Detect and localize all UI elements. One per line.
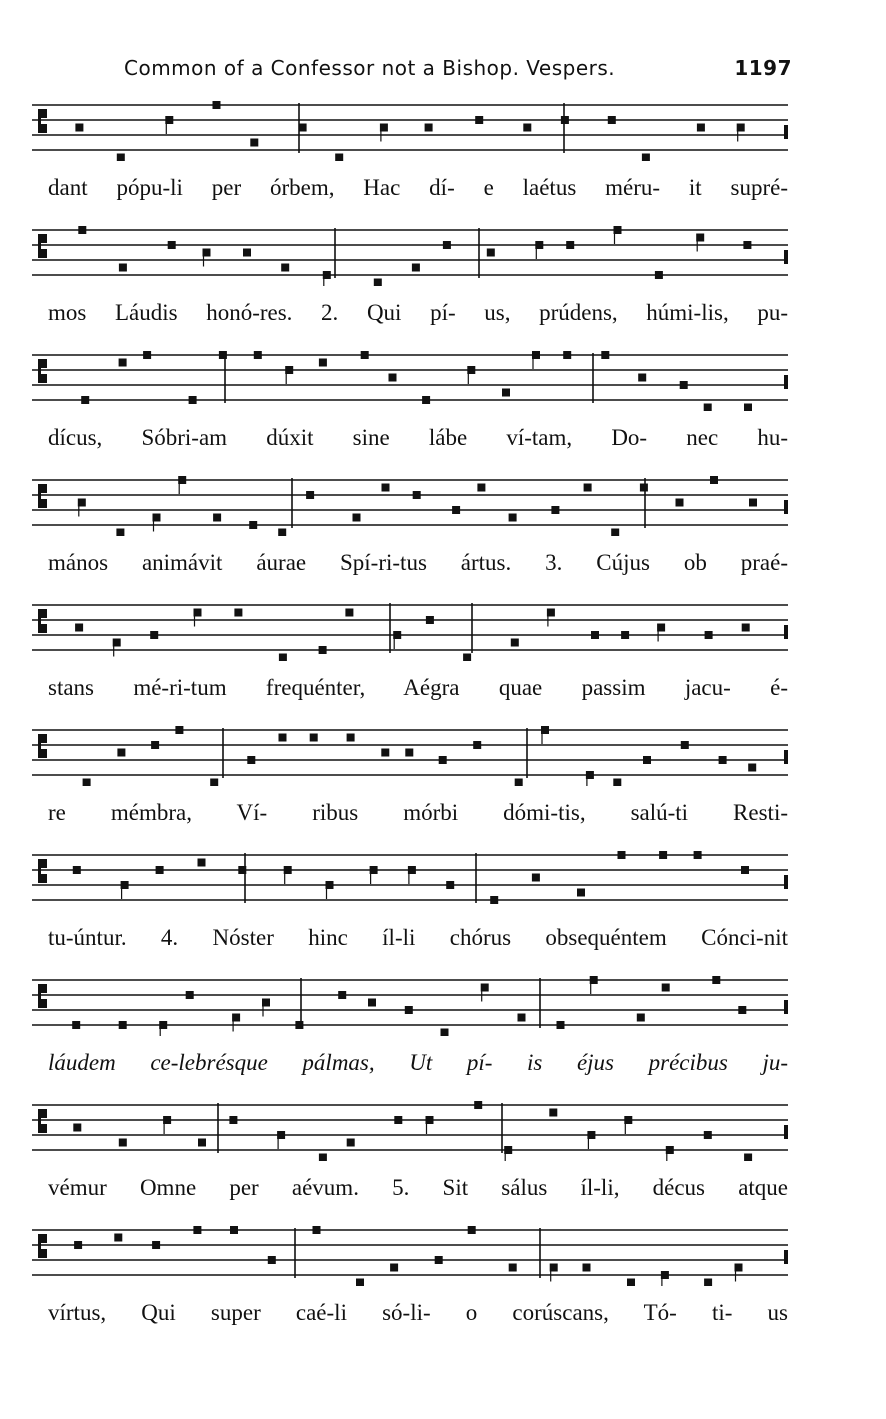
neume-note-icon [119, 1021, 127, 1029]
custos-icon [784, 375, 788, 389]
neume-note-icon [119, 264, 127, 272]
neume-note-icon [613, 779, 621, 787]
neume-note-icon [198, 859, 206, 867]
neume-note-icon [116, 529, 124, 537]
neume-note-icon [356, 1279, 364, 1287]
c-clef-icon [38, 1234, 47, 1258]
neume-note-icon [627, 1279, 635, 1287]
c-clef-icon [38, 984, 47, 1008]
neume-note-icon [347, 734, 355, 742]
neume-note-icon [81, 396, 89, 404]
neume-note-icon [481, 984, 489, 992]
neume-note-icon [547, 609, 555, 617]
neume-note-icon [117, 154, 125, 162]
staff [32, 95, 792, 161]
neume-note-icon [189, 396, 197, 404]
neume-note-icon [608, 116, 616, 124]
neume-note-icon [640, 484, 648, 492]
chant-system [32, 595, 792, 715]
neume-note-icon [394, 1116, 402, 1124]
neume-note-icon [254, 351, 262, 359]
neume-note-icon [441, 1029, 449, 1037]
custos-icon [784, 1250, 788, 1264]
neume-note-icon [119, 1139, 127, 1147]
neume-note-icon [425, 124, 433, 132]
neume-note-icon [473, 741, 481, 749]
neume-note-icon [198, 1139, 206, 1147]
neume-note-icon [749, 499, 757, 507]
lyric-line: vírtus, Qui super caé-li só-li- o corúscans, Tó- ti- us [48, 1300, 788, 1325]
lyric-line: láudem ce-lebrésque pálmas, Ut pí- is éjus précibus ju- [48, 1050, 788, 1075]
neume-note-icon [705, 631, 713, 639]
neume-note-icon [661, 1271, 669, 1279]
neume-note-icon [194, 609, 202, 617]
neume-note-icon [737, 124, 745, 132]
neume-note-icon [178, 476, 186, 484]
neume-note-icon [638, 374, 646, 382]
neume-note-icon [487, 249, 495, 257]
neume-note-icon [712, 976, 720, 984]
neume-note-icon [566, 241, 574, 249]
neume-note-icon [368, 999, 376, 1007]
neume-note-icon [523, 124, 531, 132]
neume-note-icon [285, 366, 293, 374]
neume-note-icon [704, 1279, 712, 1287]
custos-icon [784, 625, 788, 639]
chant-system [32, 345, 792, 465]
neume-note-icon [738, 1006, 746, 1014]
neume-note-icon [382, 484, 390, 492]
staff [32, 1220, 792, 1286]
neume-note-icon [710, 476, 718, 484]
neume-note-icon [502, 389, 510, 397]
neume-note-icon [393, 631, 401, 639]
neume-note-icon [611, 529, 619, 537]
running-title: Common of a Confessor not a Bishop. Vespers. [124, 56, 616, 80]
neume-note-icon [621, 631, 629, 639]
neume-note-icon [338, 991, 346, 999]
neume-note-icon [73, 866, 81, 874]
neume-note-icon [299, 124, 307, 132]
neume-note-icon [278, 529, 286, 537]
neume-note-icon [549, 1109, 557, 1117]
neume-note-icon [666, 1146, 674, 1154]
neume-note-icon [72, 1021, 80, 1029]
staff [32, 970, 792, 1036]
neume-note-icon [153, 514, 161, 522]
neume-note-icon [313, 1226, 321, 1234]
neume-note-icon [335, 154, 343, 162]
neume-note-icon [247, 756, 255, 764]
neume-note-icon [279, 654, 287, 662]
neume-note-icon [156, 866, 164, 874]
neume-note-icon [175, 726, 183, 734]
neume-note-icon [143, 351, 151, 359]
page-header [124, 56, 792, 86]
staff [32, 845, 792, 911]
neume-note-icon [277, 1131, 285, 1139]
neume-note-icon [113, 639, 121, 647]
neume-note-icon [744, 404, 752, 412]
neume-note-icon [151, 741, 159, 749]
chant-system [32, 470, 792, 590]
neume-note-icon [310, 734, 318, 742]
neume-note-icon [243, 249, 251, 257]
neume-note-icon [114, 1234, 122, 1242]
neume-note-icon [467, 366, 475, 374]
neume-note-icon [618, 851, 626, 859]
neume-note-icon [74, 1241, 82, 1249]
neume-note-icon [443, 241, 451, 249]
neume-note-icon [532, 874, 540, 882]
staff [32, 720, 792, 786]
neume-note-icon [412, 264, 420, 272]
neume-note-icon [326, 881, 334, 889]
neume-note-icon [168, 241, 176, 249]
neume-note-icon [268, 1256, 276, 1264]
neume-note-icon [306, 491, 314, 499]
neume-note-icon [408, 866, 416, 874]
neume-note-icon [742, 624, 750, 632]
neume-note-icon [515, 779, 523, 787]
neume-note-icon [601, 351, 609, 359]
neume-note-icon [165, 116, 173, 124]
neume-note-icon [186, 991, 194, 999]
neume-note-icon [468, 1226, 476, 1234]
neume-note-icon [446, 881, 454, 889]
neume-note-icon [550, 1264, 558, 1272]
neume-note-icon [587, 1131, 595, 1139]
neume-note-icon [75, 124, 83, 132]
neume-note-icon [439, 756, 447, 764]
neume-note-icon [637, 1014, 645, 1022]
chant-system [32, 845, 792, 965]
neume-note-icon [591, 631, 599, 639]
neume-note-icon [152, 1241, 160, 1249]
neume-note-icon [213, 101, 221, 109]
neume-note-icon [281, 264, 289, 272]
neume-note-icon [563, 351, 571, 359]
c-clef-icon [38, 234, 47, 258]
neume-note-icon [150, 631, 158, 639]
neume-note-icon [744, 1154, 752, 1162]
neume-note-icon [159, 1021, 167, 1029]
lyric-line: dant pópu-li per órbem, Hac dí- e laétus méru- it supré- [48, 175, 788, 200]
neume-note-icon [426, 616, 434, 624]
chant-system [32, 970, 792, 1090]
neume-note-icon [279, 734, 287, 742]
neume-note-icon [262, 999, 270, 1007]
neume-note-icon [643, 756, 651, 764]
neume-note-icon [697, 124, 705, 132]
c-clef-icon [38, 109, 47, 133]
neume-note-icon [250, 139, 258, 147]
neume-note-icon [435, 1256, 443, 1264]
neume-note-icon [557, 1021, 565, 1029]
neume-note-icon [696, 234, 704, 242]
neume-note-icon [509, 1264, 517, 1272]
custos-icon [784, 1000, 788, 1014]
neume-note-icon [586, 771, 594, 779]
neume-note-icon [238, 866, 246, 874]
neume-note-icon [719, 756, 727, 764]
neume-note-icon [78, 499, 86, 507]
neume-note-icon [743, 241, 751, 249]
c-clef-icon [38, 1109, 47, 1133]
neume-note-icon [234, 609, 242, 617]
staff [32, 345, 792, 411]
lyric-line: vémur Omne per aévum. 5. Sit sálus íl-li, décus atque [48, 1175, 788, 1200]
neume-note-icon [370, 866, 378, 874]
neume-note-icon [117, 749, 125, 757]
neume-note-icon [163, 1116, 171, 1124]
c-clef-icon [38, 734, 47, 758]
neume-note-icon [345, 609, 353, 617]
neume-note-icon [390, 1264, 398, 1272]
neume-note-icon [657, 624, 665, 632]
neume-note-icon [475, 116, 483, 124]
neume-note-icon [535, 241, 543, 249]
neume-note-icon [551, 506, 559, 514]
neume-note-icon [584, 484, 592, 492]
neume-note-icon [319, 646, 327, 654]
custos-icon [784, 125, 788, 139]
neume-note-icon [284, 866, 292, 874]
neume-note-icon [490, 896, 498, 904]
chant-system [32, 1220, 792, 1340]
lyric-line: stans mé-ri-tum frequénter, Aégra quae passim jacu- é- [48, 675, 788, 700]
custos-icon [784, 250, 788, 264]
neume-note-icon [83, 779, 91, 787]
neume-note-icon [662, 984, 670, 992]
neume-note-icon [532, 351, 540, 359]
c-clef-icon [38, 484, 47, 508]
neume-note-icon [509, 514, 517, 522]
neume-note-icon [121, 881, 129, 889]
custos-icon [784, 750, 788, 764]
neume-note-icon [232, 1014, 240, 1022]
neume-note-icon [381, 749, 389, 757]
neume-note-icon [319, 359, 327, 367]
lyric-line: re mémbra, Ví- ribus mórbi dómi-tis, salú-ti Resti- [48, 800, 788, 825]
lyric-line: tu-úntur. 4. Nóster hinc íl-li chórus obsequéntem Cónci-nit [48, 925, 788, 950]
staff [32, 595, 792, 661]
neume-note-icon [347, 1139, 355, 1147]
neume-note-icon [203, 249, 211, 257]
neume-note-icon [748, 764, 756, 772]
neume-note-icon [614, 226, 622, 234]
custos-icon [784, 500, 788, 514]
neume-note-icon [210, 779, 218, 787]
c-clef-icon [38, 859, 47, 883]
neume-note-icon [681, 741, 689, 749]
lyric-line: mos Láudis honó-res. 2. Qui pí- us, prúdens, húmi-lis, pu- [48, 300, 788, 325]
neume-note-icon [413, 491, 421, 499]
neume-note-icon [590, 976, 598, 984]
neume-note-icon [474, 1101, 482, 1109]
staff [32, 1095, 792, 1161]
chant-system [32, 720, 792, 840]
neume-note-icon [380, 124, 388, 132]
neume-note-icon [426, 1116, 434, 1124]
neume-note-icon [676, 499, 684, 507]
neume-note-icon [477, 484, 485, 492]
neume-note-icon [735, 1264, 743, 1272]
neume-note-icon [504, 1146, 512, 1154]
neume-note-icon [642, 154, 650, 162]
custos-icon [784, 875, 788, 889]
neume-note-icon [694, 851, 702, 859]
neume-note-icon [511, 639, 519, 647]
neume-note-icon [452, 506, 460, 514]
neume-note-icon [295, 1021, 303, 1029]
neume-note-icon [624, 1116, 632, 1124]
neume-note-icon [219, 351, 227, 359]
neume-note-icon [389, 374, 397, 382]
chant-system [32, 1095, 792, 1215]
chant-system [32, 220, 792, 340]
neume-note-icon [561, 116, 569, 124]
staff [32, 470, 792, 536]
lyric-line: mános animávit áurae Spí-ri-tus ártus. 3. Cújus ob praé- [48, 550, 788, 575]
neume-note-icon [577, 889, 585, 897]
neume-note-icon [680, 381, 688, 389]
neume-note-icon [230, 1226, 238, 1234]
neume-note-icon [405, 749, 413, 757]
chant-system [32, 95, 792, 215]
neume-note-icon [73, 1124, 81, 1132]
page-number: 1197 [734, 56, 792, 80]
neume-note-icon [422, 396, 430, 404]
neume-note-icon [374, 279, 382, 287]
c-clef-icon [38, 359, 47, 383]
neume-note-icon [541, 726, 549, 734]
neume-note-icon [361, 351, 369, 359]
neume-note-icon [741, 866, 749, 874]
neume-note-icon [193, 1226, 201, 1234]
custos-icon [784, 1125, 788, 1139]
neume-note-icon [463, 654, 471, 662]
neume-note-icon [319, 1154, 327, 1162]
neume-note-icon [704, 404, 712, 412]
neume-note-icon [75, 624, 83, 632]
neume-note-icon [704, 1131, 712, 1139]
staff [32, 220, 792, 286]
neume-note-icon [119, 359, 127, 367]
neume-note-icon [583, 1264, 591, 1272]
neume-note-icon [213, 514, 221, 522]
neume-note-icon [78, 226, 86, 234]
neume-note-icon [518, 1014, 526, 1022]
lyric-line: dícus, Sóbri-am dúxit sine lábe ví-tam, Do- nec hu- [48, 425, 788, 450]
neume-note-icon [249, 521, 257, 529]
c-clef-icon [38, 609, 47, 633]
neume-note-icon [323, 271, 331, 279]
neume-note-icon [405, 1006, 413, 1014]
neume-note-icon [353, 514, 361, 522]
neume-note-icon [655, 271, 663, 279]
neume-note-icon [229, 1116, 237, 1124]
neume-note-icon [659, 851, 667, 859]
